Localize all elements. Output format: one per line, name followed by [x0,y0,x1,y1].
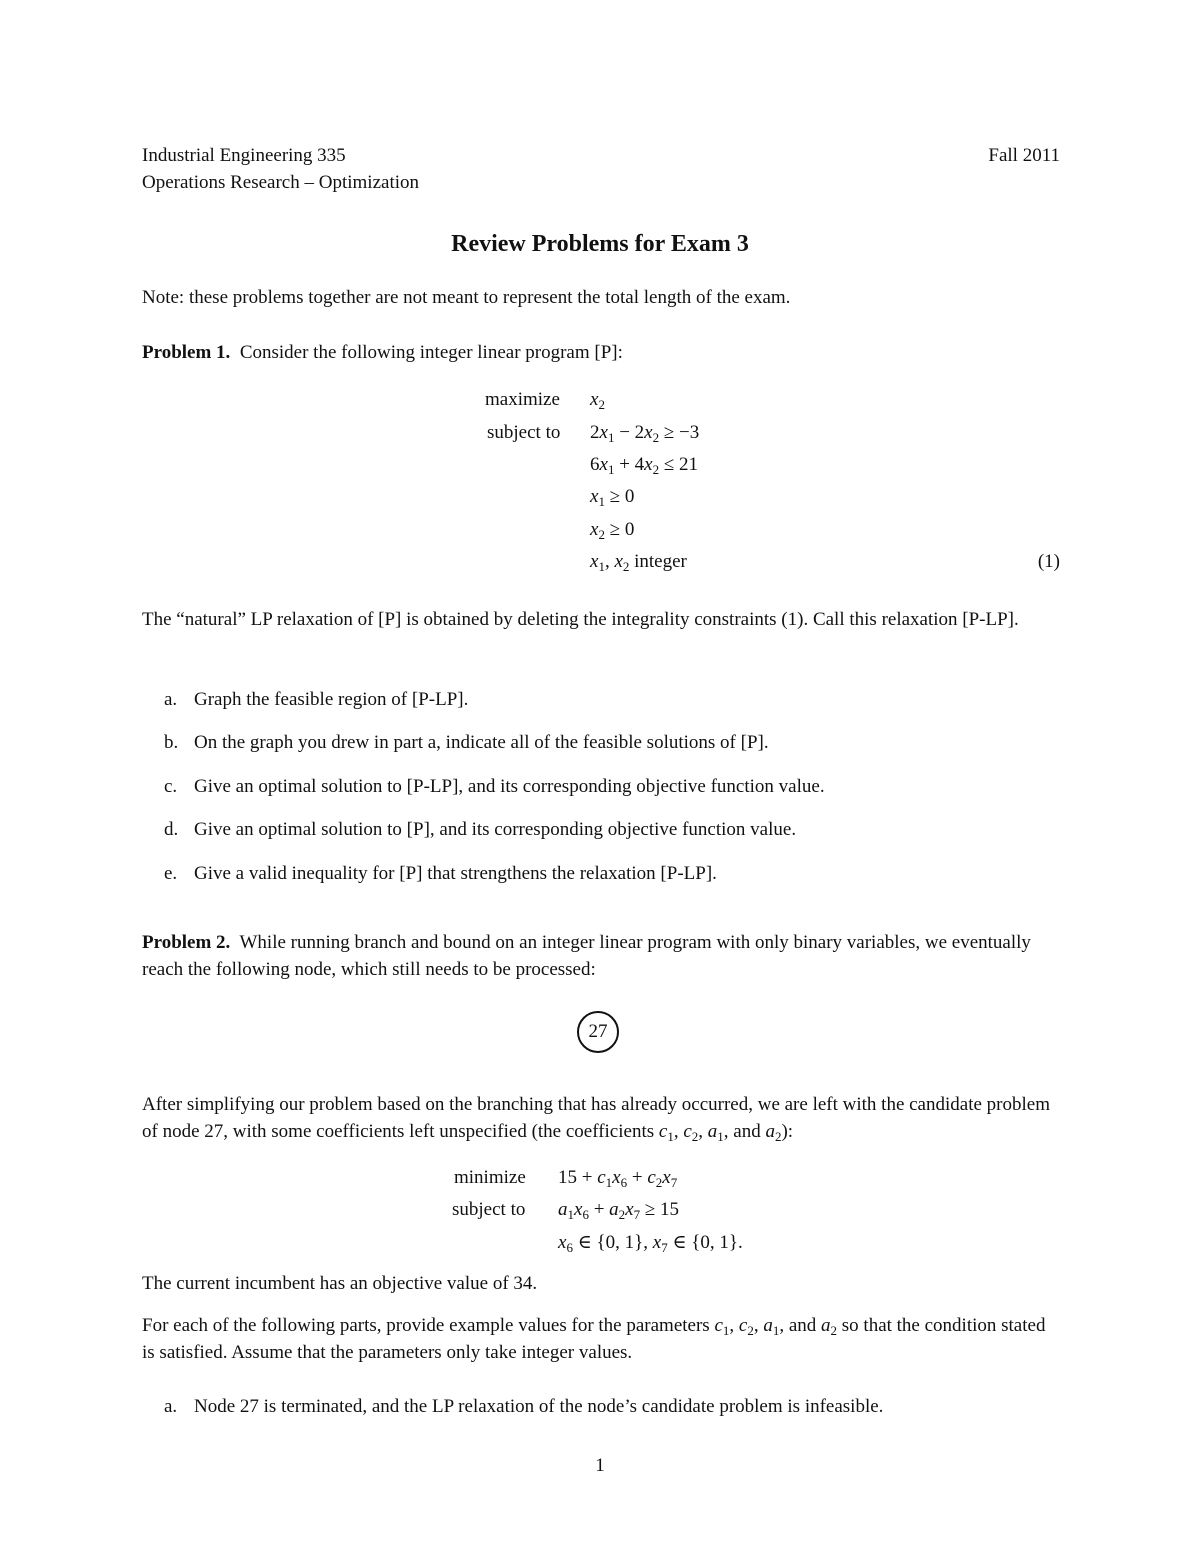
branch-node-circle [577,1011,619,1053]
lp2-constraint-binary: $x_6$ ∈ {0, 1}, $x_7$ ∈ {0, 1}. [558,1232,743,1255]
problem2-label: Problem 2. [142,932,231,953]
term: Fall 2011 [988,145,1060,166]
course-name: Industrial Engineering 335 [142,145,346,166]
relaxation-paragraph: The “natural” LP relaxation of [P] is obtained by deleting the integrality constraints (1). Call this relaxation [P-LP]. [142,609,1019,630]
lp1-constraint-4: $x_2 \ge 0$ [590,519,635,542]
part-text: Give an optimal solution to [P], and its corresponding objective function value. [194,819,797,840]
problem2-simplify-paragraph: After simplifying our problem based on the branching that has already occurred, we are left with the candidate problem of node 27, with some coefficients left unspecified (the coefficients $c_1$, $c_2$, $a_1$, and $a_2$): [142,1094,1050,1144]
problem1-part-a [164,688,1060,712]
lp1-constraint-3: $x_1 \ge 0$ [590,486,635,509]
lp2-objective-label: minimize [454,1167,526,1188]
problem1-part-b [164,731,1060,755]
lp1-objective-label: maximize [485,389,560,410]
part-text: Node 27 is terminated, and the LP relaxation of the node’s candidate problem is infeasible. [194,1396,884,1417]
lp2-subject-to-label: subject to [452,1199,526,1220]
node-label: 27 [588,1021,608,1042]
lp2-constraint-1: $a_1x_6 + a_2x_7 \ge 15$ [558,1199,680,1222]
lp1-constraint-2: $6x_1 + 4x_2 \le 21$ [590,454,699,477]
problem1-label: Problem 1. [142,342,231,363]
problem1-intro-text: Consider the following integer linear program [P]: [239,342,623,363]
part-text: Give an optimal solution to [P-LP], and its corresponding objective function value. [194,776,825,797]
page-title: Review Problems for Exam 3 [451,231,749,257]
lp1-constraint-1: $2x_1 - 2x_2 \ge -3$ [590,422,700,445]
problem2-parameters-paragraph: For each of the following parts, provide example values for the parameters $c_1$, $c_2$, $a_1$, and $a_2$ so that the condition stated is satisfied. Assume that the parameters only take integer values. [142,1315,1046,1363]
lp1-subject-to-label: subject to [487,422,561,443]
problem1-part-d [164,818,1060,842]
part-text: Graph the feasible region of [P-LP]. [194,689,469,710]
course-subtitle: Operations Research – Optimization [142,172,420,193]
part-marker: a. [164,1396,178,1417]
page-number: 1 [595,1455,605,1476]
part-marker: a. [164,689,178,710]
problem1-part-c [164,775,1060,799]
note: Note: these problems together are not meant to represent the total length of the exam. [142,287,791,308]
part-marker: d. [164,819,179,840]
incumbent-text: The current incumbent has an objective value of 34. [142,1273,538,1294]
lp2-objective: $15 + c_1x_6 + c_2x_7$ [558,1167,678,1190]
problem1-intro [142,341,623,365]
problem2-intro-text: While running branch and bound on an integer linear program with only binary variables, we eventually reach the following node, which still needs to be processed: [142,932,1031,980]
part-text: Give a valid inequality for [P] that strengthens the relaxation [P-LP]. [194,863,717,884]
part-text: On the graph you drew in part a, indicate all of the feasible solutions of [P]. [194,732,769,753]
equation-number: (1) [1037,551,1060,572]
part-marker: b. [164,732,179,753]
problem1-part-e [164,862,1060,886]
lp1-constraint-integer: $x_1$, $x_2$ integer [590,551,687,574]
problem2-intro [142,929,1060,983]
lp1-objective: $x_2$ [590,389,605,412]
part-marker: c. [164,776,178,797]
part-marker: e. [164,863,178,884]
problem2-part-a [164,1395,1060,1419]
